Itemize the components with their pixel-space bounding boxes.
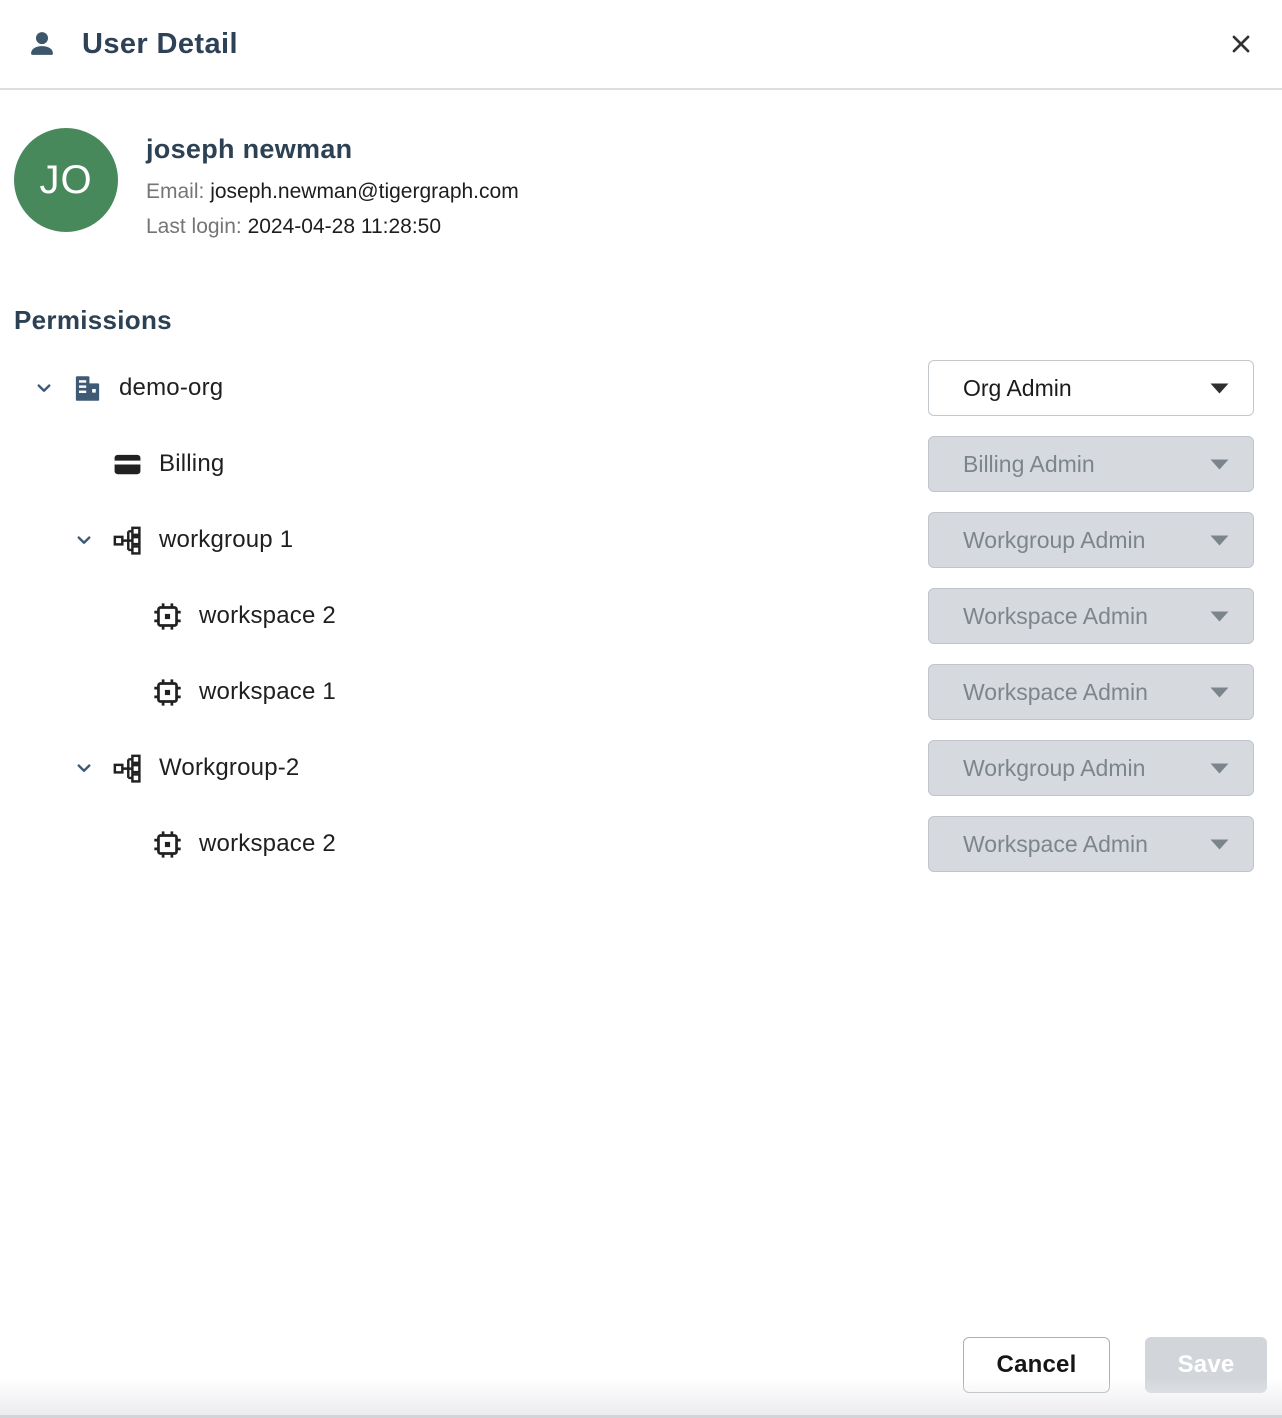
role-select-value: Org Admin — [963, 374, 1072, 401]
tree-node-label: demo-org — [119, 374, 224, 401]
last-login-label: Last login: — [146, 215, 242, 238]
avatar: JO — [14, 128, 118, 232]
dropdown-arrow-icon — [1210, 459, 1229, 470]
chevron-spacer — [104, 601, 144, 631]
role-select[interactable] — [928, 512, 1254, 568]
user-email-row — [146, 180, 519, 204]
workspace-icon — [152, 601, 183, 632]
cancel-button[interactable]: Cancel — [963, 1337, 1110, 1393]
role-select-value: Workgroup Admin — [963, 526, 1146, 553]
organization-icon — [72, 373, 103, 404]
role-select[interactable] — [928, 436, 1254, 492]
permissions-heading: Permissions — [14, 305, 172, 335]
chevron-spacer — [64, 449, 104, 479]
page-title: User Detail — [82, 27, 238, 60]
tree-node-label: Billing — [159, 450, 225, 477]
chevron-spacer — [104, 677, 144, 707]
tree-row — [0, 740, 1282, 796]
role-select-value: Workgroup Admin — [963, 754, 1146, 781]
last-login-value: 2024-04-28 11:28:50 — [247, 215, 442, 238]
email-label: Email: — [146, 180, 205, 203]
tree-row — [0, 588, 1282, 644]
user-last-login-row — [146, 215, 519, 239]
role-select-value: Workspace Admin — [963, 678, 1148, 705]
dropdown-arrow-icon — [1210, 383, 1229, 394]
permissions-tree — [0, 360, 1282, 872]
close-icon[interactable] — [1224, 27, 1258, 61]
chevron-down-icon[interactable] — [71, 527, 97, 553]
chevron-down-icon[interactable] — [31, 375, 57, 401]
tree-row — [0, 436, 1282, 492]
tree-row — [0, 816, 1282, 872]
tree-node-label: workgroup 1 — [159, 526, 294, 553]
dropdown-arrow-icon — [1210, 763, 1229, 774]
save-button[interactable]: Save — [1145, 1337, 1267, 1393]
user-summary — [14, 128, 1258, 239]
role-select[interactable] — [928, 816, 1254, 872]
tree-row — [0, 512, 1282, 568]
role-select[interactable] — [928, 360, 1254, 416]
workgroup-icon — [112, 525, 143, 556]
user-icon — [26, 28, 58, 60]
chevron-spacer — [104, 829, 144, 859]
tree-row — [0, 664, 1282, 720]
role-select[interactable] — [928, 588, 1254, 644]
tree-row — [0, 360, 1282, 416]
dropdown-arrow-icon — [1210, 535, 1229, 546]
role-select-value: Workspace Admin — [963, 602, 1148, 629]
tree-node-label: workspace 1 — [199, 678, 336, 705]
tree-node-label: workspace 2 — [199, 602, 336, 629]
workspace-icon — [152, 677, 183, 708]
workspace-icon — [152, 829, 183, 860]
dropdown-arrow-icon — [1210, 839, 1229, 850]
user-name: joseph newman — [146, 134, 353, 164]
workgroup-icon — [112, 753, 143, 784]
chevron-down-icon[interactable] — [71, 755, 97, 781]
tree-node-label: workspace 2 — [199, 830, 336, 857]
role-select[interactable] — [928, 740, 1254, 796]
role-select-value: Workspace Admin — [963, 830, 1148, 857]
role-select[interactable] — [928, 664, 1254, 720]
billing-icon — [112, 449, 143, 480]
dialog-header — [0, 0, 1282, 90]
dropdown-arrow-icon — [1210, 687, 1229, 698]
tree-node-label: Workgroup-2 — [159, 754, 300, 781]
email-value: joseph.newman@tigergraph.com — [210, 180, 519, 203]
role-select-value: Billing Admin — [963, 450, 1095, 477]
dialog-footer — [963, 1337, 1267, 1393]
dropdown-arrow-icon — [1210, 611, 1229, 622]
